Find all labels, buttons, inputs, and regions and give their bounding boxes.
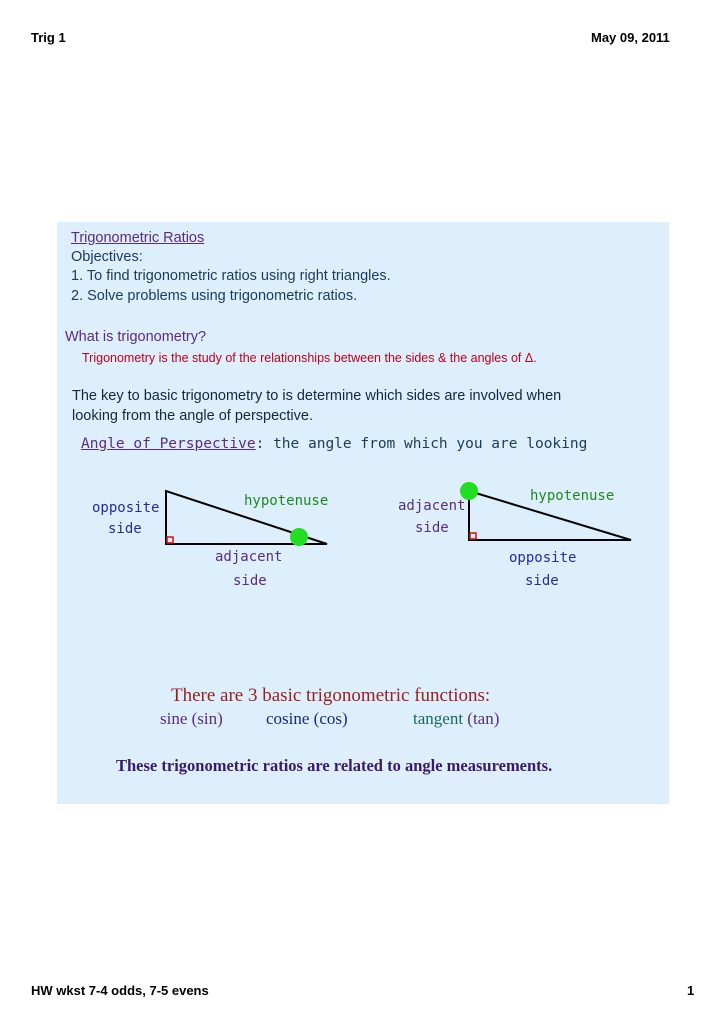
- cosine-function: cosine (cos): [266, 709, 348, 728]
- left-opposite-label-1: opposite: [92, 500, 160, 516]
- closing-statement: These trigonometric ratios are related to angle measurements.: [116, 756, 553, 775]
- left-opposite-label-2: side: [108, 521, 142, 537]
- right-adjacent-label-1: adjacent: [398, 498, 466, 514]
- key-line-1: The key to basic trigonometry to is determine which sides are involved when: [72, 388, 562, 404]
- objective-2: 2. Solve problems using trigonometric ratios.: [71, 288, 358, 304]
- objective-1: 1. To find trigonometric ratios using right triangles.: [71, 268, 391, 284]
- key-line-2: looking from the angle of perspective.: [72, 408, 313, 424]
- right-opposite-label-1: opposite: [509, 550, 577, 566]
- right-adjacent-label-2: side: [415, 520, 449, 536]
- sine-word: sine: [160, 709, 188, 728]
- perspective-term: Angle of Perspective: [81, 436, 256, 452]
- left-angle-dot: [290, 528, 308, 546]
- left-adjacent-label-1: adjacent: [215, 549, 283, 565]
- left-adjacent-label-2: side: [233, 573, 267, 589]
- tangent-word: tangent: [413, 709, 464, 728]
- objectives-label: Objectives:: [71, 249, 143, 265]
- tangent-function: [413, 709, 499, 729]
- header-left: Trig 1: [31, 30, 66, 45]
- left-hypotenuse-label: hypotenuse: [244, 493, 329, 509]
- tangent-abbr: (tan): [467, 709, 500, 728]
- right-right-angle-marker: [470, 533, 476, 539]
- perspective-definition: : the angle from which you are looking: [255, 436, 588, 452]
- page-number: 1: [687, 983, 695, 998]
- right-opposite-label-2: side: [525, 573, 559, 589]
- header-right: May 09, 2011: [591, 30, 670, 45]
- trig-question: What is trigonometry?: [65, 329, 207, 345]
- right-hypotenuse-label: hypotenuse: [530, 488, 615, 504]
- objectives-title: Trigonometric Ratios: [71, 230, 205, 246]
- functions-intro: There are 3 basic trigonometric functions:: [171, 685, 491, 706]
- sine-abbr: (sin): [191, 709, 223, 728]
- sine-function: [160, 709, 223, 729]
- left-right-angle-marker: [167, 537, 173, 543]
- footer-left: HW wkst 7-4 odds, 7-5 evens: [31, 983, 209, 998]
- trig-definition: Trigonometry is the study of the relationships between the sides & the angles of Δ.: [82, 351, 537, 365]
